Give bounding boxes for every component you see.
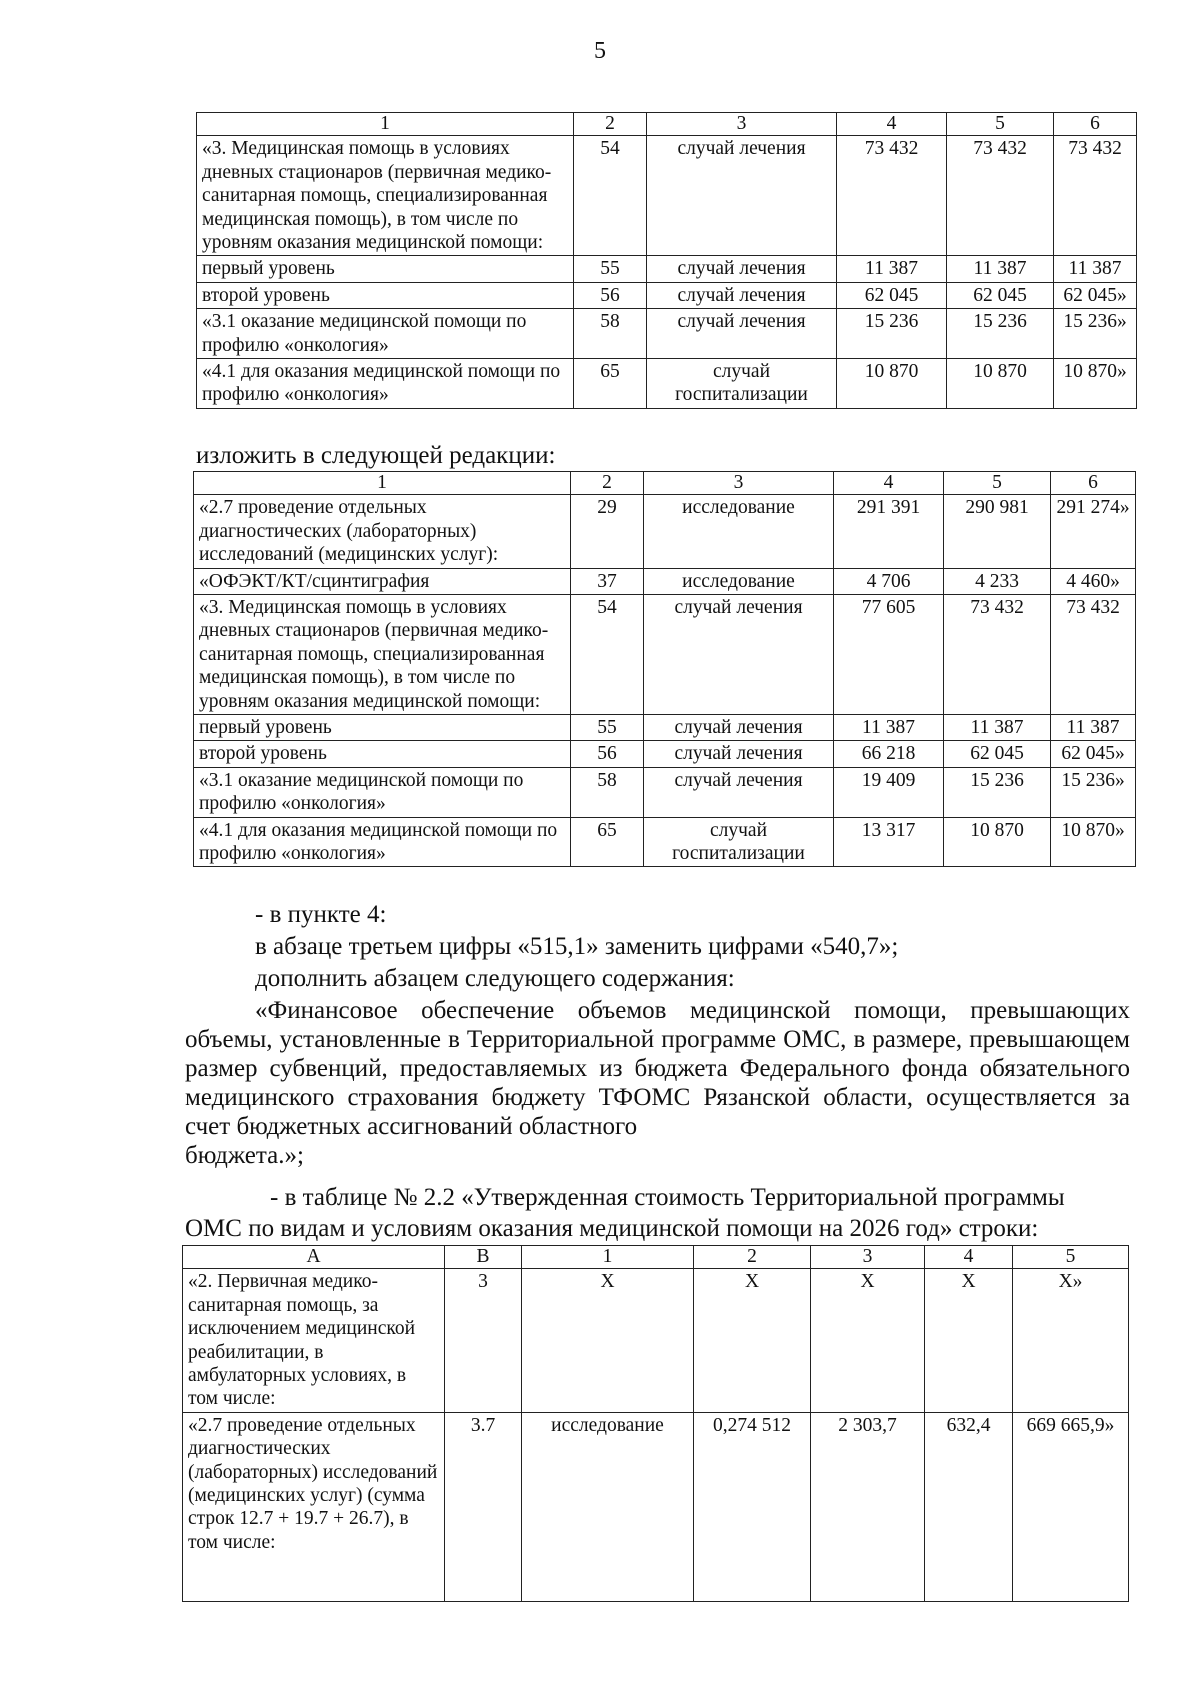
row-value: 4 460» bbox=[1051, 568, 1136, 594]
point4-heading: - в пункте 4: bbox=[255, 901, 387, 928]
table22-intro: - в таблице № 2.2 «Утвержденная стоимость Территориальной программы bbox=[270, 1184, 1065, 1211]
row-number: 56 bbox=[571, 741, 644, 767]
row-number: 29 bbox=[571, 495, 644, 568]
table-header-row bbox=[197, 113, 1137, 136]
row-value: 15 236 bbox=[944, 767, 1051, 817]
row-value: Х bbox=[925, 1269, 1013, 1412]
row-name: «3.1 оказание медицинской помощи по профилю «онкология» bbox=[194, 767, 571, 817]
row-name: «4.1 для оказания медицинской помощи по профилю «онкология» bbox=[197, 358, 574, 408]
row-value: 77 605 bbox=[834, 595, 944, 715]
row-value: Х» bbox=[1013, 1269, 1129, 1412]
row-value: 0,274 512 bbox=[694, 1412, 811, 1601]
row-value: 11 387 bbox=[837, 256, 947, 282]
table-original-rows bbox=[196, 112, 1137, 409]
row-name: второй уровень bbox=[194, 741, 571, 767]
row-value: 4 706 bbox=[834, 568, 944, 594]
table-row bbox=[194, 817, 1136, 867]
column-header: А bbox=[183, 1246, 445, 1269]
row-number: 65 bbox=[571, 817, 644, 867]
row-value: 15 236» bbox=[1051, 767, 1136, 817]
row-value: 66 218 bbox=[834, 741, 944, 767]
row-value: 13 317 bbox=[834, 817, 944, 867]
table-row bbox=[194, 568, 1136, 594]
row-unit: случай лечения bbox=[644, 714, 834, 740]
row-value: 11 387 bbox=[1051, 714, 1136, 740]
row-unit: случай госпитализации bbox=[647, 358, 837, 408]
column-header: 4 bbox=[837, 113, 947, 136]
row-name: «2. Первичная медико-санитарная помощь, за исключением медицинской реабилитации, в амбулаторных условиях, в том числе: bbox=[183, 1269, 445, 1412]
table-row bbox=[183, 1412, 1129, 1601]
table-row bbox=[197, 136, 1137, 256]
row-value: 19 409 bbox=[834, 767, 944, 817]
row-value: 291 391 bbox=[834, 495, 944, 568]
table-header-row bbox=[194, 472, 1136, 495]
row-unit: случай лечения bbox=[644, 595, 834, 715]
row-value: 2 303,7 bbox=[811, 1412, 925, 1601]
row-value: 15 236 bbox=[947, 309, 1054, 359]
point4-line2: дополнить абзацем следующего содержания: bbox=[255, 965, 735, 992]
row-unit: случай лечения bbox=[644, 741, 834, 767]
column-header: 1 bbox=[522, 1246, 694, 1269]
column-header: 3 bbox=[644, 472, 834, 495]
row-value: 10 870 bbox=[947, 358, 1054, 408]
row-number: 58 bbox=[574, 309, 647, 359]
table-row bbox=[197, 358, 1137, 408]
table-row bbox=[194, 495, 1136, 568]
row-unit: случай лечения bbox=[647, 136, 837, 256]
row-value: 10 870 bbox=[837, 358, 947, 408]
column-header: 4 bbox=[925, 1246, 1013, 1269]
row-value: 73 432 bbox=[947, 136, 1054, 256]
row-number: 37 bbox=[571, 568, 644, 594]
row-value: 10 870 bbox=[944, 817, 1051, 867]
point4-line1: в абзаце третьем цифры «515,1» заменить цифрами «540,7»; bbox=[255, 933, 899, 960]
row-name: «2.7 проведение отдельных диагностических (лабораторных) исследований (медицинских услуг) (сумма строк 12.7 + 19.7 + 26.7), в том числе: bbox=[183, 1412, 445, 1601]
row-value: 73 432 bbox=[837, 136, 947, 256]
column-header: В bbox=[445, 1246, 522, 1269]
row-value: 632,4 bbox=[925, 1412, 1013, 1601]
row-value: 11 387 bbox=[1054, 256, 1137, 282]
row-value: 73 432 bbox=[944, 595, 1051, 715]
page-number: 5 bbox=[594, 38, 606, 64]
row-number: 3.7 bbox=[445, 1412, 522, 1601]
row-number: 55 bbox=[571, 714, 644, 740]
column-header: 1 bbox=[194, 472, 571, 495]
row-value: Х bbox=[694, 1269, 811, 1412]
table-new-edition bbox=[193, 471, 1136, 867]
row-number: 54 bbox=[571, 595, 644, 715]
table22-intro-end: ОМС по видам и условиям оказания медицинской помощи на 2026 год» строки: bbox=[185, 1215, 1039, 1242]
row-number: 3 bbox=[445, 1269, 522, 1412]
row-name: «ОФЭКТ/КТ/сцинтиграфия bbox=[194, 568, 571, 594]
row-value: 10 870» bbox=[1054, 358, 1137, 408]
edition-text: изложить в следующей редакции: bbox=[196, 442, 556, 469]
row-value: 73 432 bbox=[1051, 595, 1136, 715]
row-value: 11 387 bbox=[944, 714, 1051, 740]
table-row bbox=[194, 714, 1136, 740]
row-value: 15 236» bbox=[1054, 309, 1137, 359]
table-row bbox=[197, 309, 1137, 359]
row-value: 62 045» bbox=[1054, 282, 1137, 308]
row-name: «3.1 оказание медицинской помощи по профилю «онкология» bbox=[197, 309, 574, 359]
row-value: 62 045» bbox=[1051, 741, 1136, 767]
table-row bbox=[197, 282, 1137, 308]
row-value: 62 045 bbox=[944, 741, 1051, 767]
financing-paragraph-end: бюджета.»; bbox=[185, 1142, 304, 1169]
row-value: Х bbox=[811, 1269, 925, 1412]
row-name: второй уровень bbox=[197, 282, 574, 308]
row-name: первый уровень bbox=[194, 714, 571, 740]
row-unit: случай лечения bbox=[647, 309, 837, 359]
row-name: «2.7 проведение отдельных диагностических (лабораторных) исследований (медицинских услуг): bbox=[194, 495, 571, 568]
row-value: исследование bbox=[522, 1412, 694, 1601]
row-value: Х bbox=[522, 1269, 694, 1412]
row-number: 58 bbox=[571, 767, 644, 817]
table-header-row bbox=[183, 1246, 1129, 1269]
column-header: 6 bbox=[1051, 472, 1136, 495]
column-header: 2 bbox=[571, 472, 644, 495]
table-2-2-rows bbox=[182, 1245, 1129, 1602]
row-unit: случай лечения bbox=[647, 282, 837, 308]
table-row bbox=[183, 1269, 1129, 1412]
row-value: 62 045 bbox=[837, 282, 947, 308]
table-row bbox=[194, 595, 1136, 715]
row-value: 15 236 bbox=[837, 309, 947, 359]
row-value: 669 665,9» bbox=[1013, 1412, 1129, 1601]
row-value: 4 233 bbox=[944, 568, 1051, 594]
row-value: 10 870» bbox=[1051, 817, 1136, 867]
row-unit: случай лечения bbox=[644, 767, 834, 817]
financing-paragraph: «Финансовое обеспечение объемов медицинской помощи, превышающих объемы, установленные в Территориальной программе ОМС, в размере, превышающем размер субвенций, предоставляемых из бюджета Федерального фонда обязательного медицинского страхования бюджету ТФОМС Рязанской области, осуществляется за счет бюджетных ассигнований областного bbox=[185, 997, 1130, 1140]
table-row bbox=[197, 256, 1137, 282]
row-value: 11 387 bbox=[834, 714, 944, 740]
column-header: 5 bbox=[1013, 1246, 1129, 1269]
row-value: 73 432 bbox=[1054, 136, 1137, 256]
row-name: «4.1 для оказания медицинской помощи по профилю «онкология» bbox=[194, 817, 571, 867]
column-header: 2 bbox=[574, 113, 647, 136]
column-header: 6 bbox=[1054, 113, 1137, 136]
table-row bbox=[194, 767, 1136, 817]
row-number: 56 bbox=[574, 282, 647, 308]
row-unit: исследование bbox=[644, 495, 834, 568]
row-unit: случай лечения bbox=[647, 256, 837, 282]
column-header: 5 bbox=[944, 472, 1051, 495]
row-value: 291 274» bbox=[1051, 495, 1136, 568]
column-header: 4 bbox=[834, 472, 944, 495]
row-name: «3. Медицинская помощь в условиях дневных стационаров (первичная медико-санитарная помощь, специализированная медицинская помощь), в том числе по уровням оказания медицинской помощи: bbox=[194, 595, 571, 715]
row-unit: случай госпитализации bbox=[644, 817, 834, 867]
row-number: 65 bbox=[574, 358, 647, 408]
row-value: 11 387 bbox=[947, 256, 1054, 282]
row-number: 55 bbox=[574, 256, 647, 282]
table-row bbox=[194, 741, 1136, 767]
row-number: 54 bbox=[574, 136, 647, 256]
column-header: 1 bbox=[197, 113, 574, 136]
row-unit: исследование bbox=[644, 568, 834, 594]
row-name: «3. Медицинская помощь в условиях дневных стационаров (первичная медико-санитарная помощь, специализированная медицинская помощь), в том числе по уровням оказания медицинской помощи: bbox=[197, 136, 574, 256]
column-header: 5 bbox=[947, 113, 1054, 136]
row-value: 62 045 bbox=[947, 282, 1054, 308]
row-value: 290 981 bbox=[944, 495, 1051, 568]
column-header: 3 bbox=[647, 113, 837, 136]
row-name: первый уровень bbox=[197, 256, 574, 282]
column-header: 2 bbox=[694, 1246, 811, 1269]
column-header: 3 bbox=[811, 1246, 925, 1269]
